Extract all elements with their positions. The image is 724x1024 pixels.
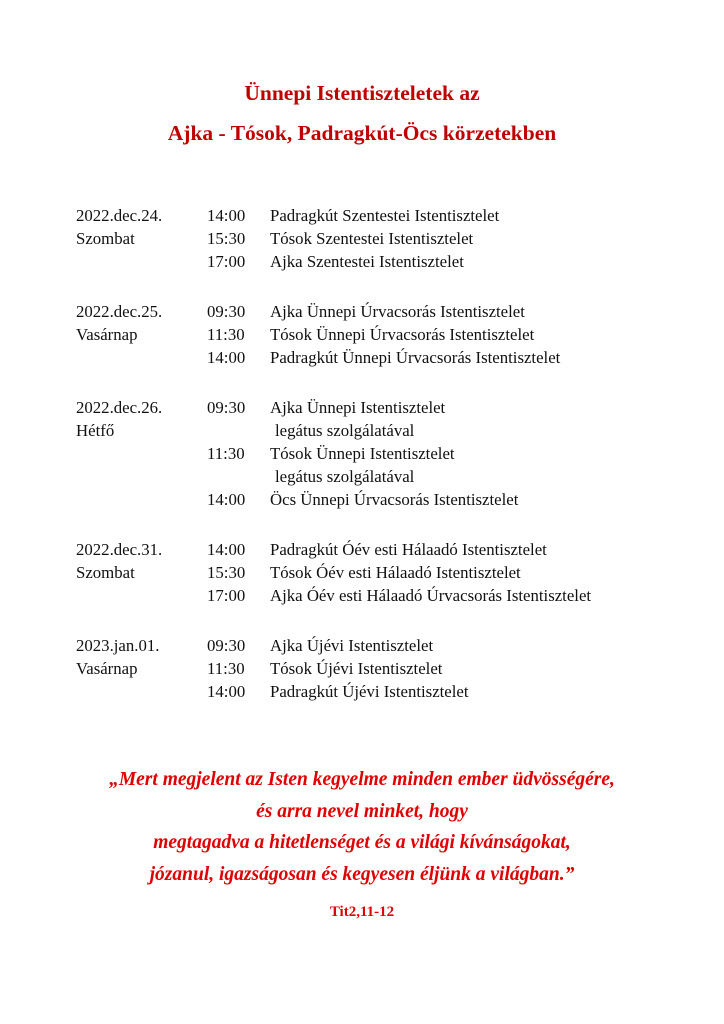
quote-line: és arra nevel minket, hogy xyxy=(256,800,468,822)
schedule-row xyxy=(76,561,716,584)
service-event: Ajka Újévi Istentisztelet xyxy=(270,636,434,655)
service-date: 2022.dec.24. xyxy=(76,206,163,225)
schedule-row xyxy=(76,488,716,511)
service-event: Ajka Ünnepi Úrvacsorás Istentisztelet xyxy=(270,302,525,321)
schedule-day xyxy=(76,204,716,273)
service-date: 2023.jan.01. xyxy=(76,636,160,655)
service-date: 2022.dec.25. xyxy=(76,302,163,321)
schedule-row xyxy=(76,396,716,419)
service-time: 09:30 xyxy=(207,636,246,655)
service-event: Padragkút Újévi Istentisztelet xyxy=(270,682,469,701)
service-time: 14:00 xyxy=(207,540,246,559)
schedule-note-row xyxy=(76,465,716,488)
schedule-row xyxy=(76,538,716,561)
schedule-row xyxy=(76,323,716,346)
service-weekday: Szombat xyxy=(76,563,135,582)
schedule-row xyxy=(76,300,716,323)
service-time: 17:00 xyxy=(207,252,246,271)
schedule-row xyxy=(76,680,716,703)
schedule-row xyxy=(76,634,716,657)
quote-line: „Mert megjelent az Isten kegyelme minden ember üdvösségére, xyxy=(109,769,615,790)
service-weekday: Szombat xyxy=(76,229,135,248)
schedule-row xyxy=(76,346,716,369)
service-event: Ajka Óév esti Hálaadó Úrvacsorás Istentisztelet xyxy=(270,586,592,605)
service-event: Tósok Ünnepi Úrvacsorás Istentisztelet xyxy=(270,325,535,344)
quote-line: józanul, igazságosan és kegyesen éljünk a világban.” xyxy=(149,863,575,885)
service-time: 15:30 xyxy=(207,563,246,582)
schedule-day xyxy=(76,300,716,369)
service-event: Tósok Óév esti Hálaadó Istentisztelet xyxy=(270,563,521,582)
service-time: 11:30 xyxy=(207,325,245,344)
service-time: 11:30 xyxy=(207,659,245,678)
service-event: Padragkút Ünnepi Úrvacsorás Istentisztelet xyxy=(270,348,561,367)
service-time: 15:30 xyxy=(207,229,246,248)
schedule-day xyxy=(76,538,716,607)
service-time: 14:00 xyxy=(207,682,246,701)
bible-reference: Tit2,11-12 xyxy=(329,904,395,920)
schedule-row xyxy=(76,584,716,607)
schedule-day xyxy=(76,634,716,703)
service-time: 09:30 xyxy=(207,398,246,417)
service-event: Tósok Szentestei Istentisztelet xyxy=(270,229,474,248)
bible-quote xyxy=(0,764,724,890)
service-weekday: Vasárnap xyxy=(76,325,138,344)
service-note: legátus szolgálatával xyxy=(275,467,415,486)
page-title-line-2: Ajka - Tósok, Padragkút-Öcs körzetekben xyxy=(167,121,557,145)
service-note: legátus szolgálatával xyxy=(275,421,415,440)
service-date: 2022.dec.26. xyxy=(76,398,163,417)
service-event: Tósok Újévi Istentisztelet xyxy=(270,659,443,678)
service-time: 14:00 xyxy=(207,490,246,509)
service-time: 17:00 xyxy=(207,586,246,605)
schedule-row xyxy=(76,204,716,227)
service-schedule xyxy=(76,204,716,703)
service-event: Öcs Ünnepi Úrvacsorás Istentisztelet xyxy=(270,490,519,509)
service-time: 11:30 xyxy=(207,444,245,463)
schedule-day xyxy=(76,396,716,511)
service-time: 14:00 xyxy=(207,206,246,225)
quote-line: megtagadva a hitetlenséget és a világi kívánságokat, xyxy=(153,832,571,853)
service-weekday: Hétfő xyxy=(76,421,115,440)
service-time: 09:30 xyxy=(207,302,246,321)
service-date: 2022.dec.31. xyxy=(76,540,163,559)
schedule-row xyxy=(76,657,716,680)
schedule-row xyxy=(76,227,716,250)
service-weekday: Vasárnap xyxy=(76,659,138,678)
schedule-note-row xyxy=(76,419,716,442)
service-event: Padragkút Szentestei Istentisztelet xyxy=(270,206,500,225)
page-title-line-1: Ünnepi Istentiszteletek az xyxy=(244,81,480,105)
schedule-row xyxy=(76,250,716,273)
service-event: Padragkút Óév esti Hálaadó Istentisztelet xyxy=(270,540,547,559)
service-event: Ajka Ünnepi Istentisztelet xyxy=(270,398,446,417)
service-time: 14:00 xyxy=(207,348,246,367)
service-event: Tósok Ünnepi Istentisztelet xyxy=(270,444,455,463)
service-event: Ajka Szentestei Istentisztelet xyxy=(270,252,464,271)
schedule-row xyxy=(76,442,716,465)
